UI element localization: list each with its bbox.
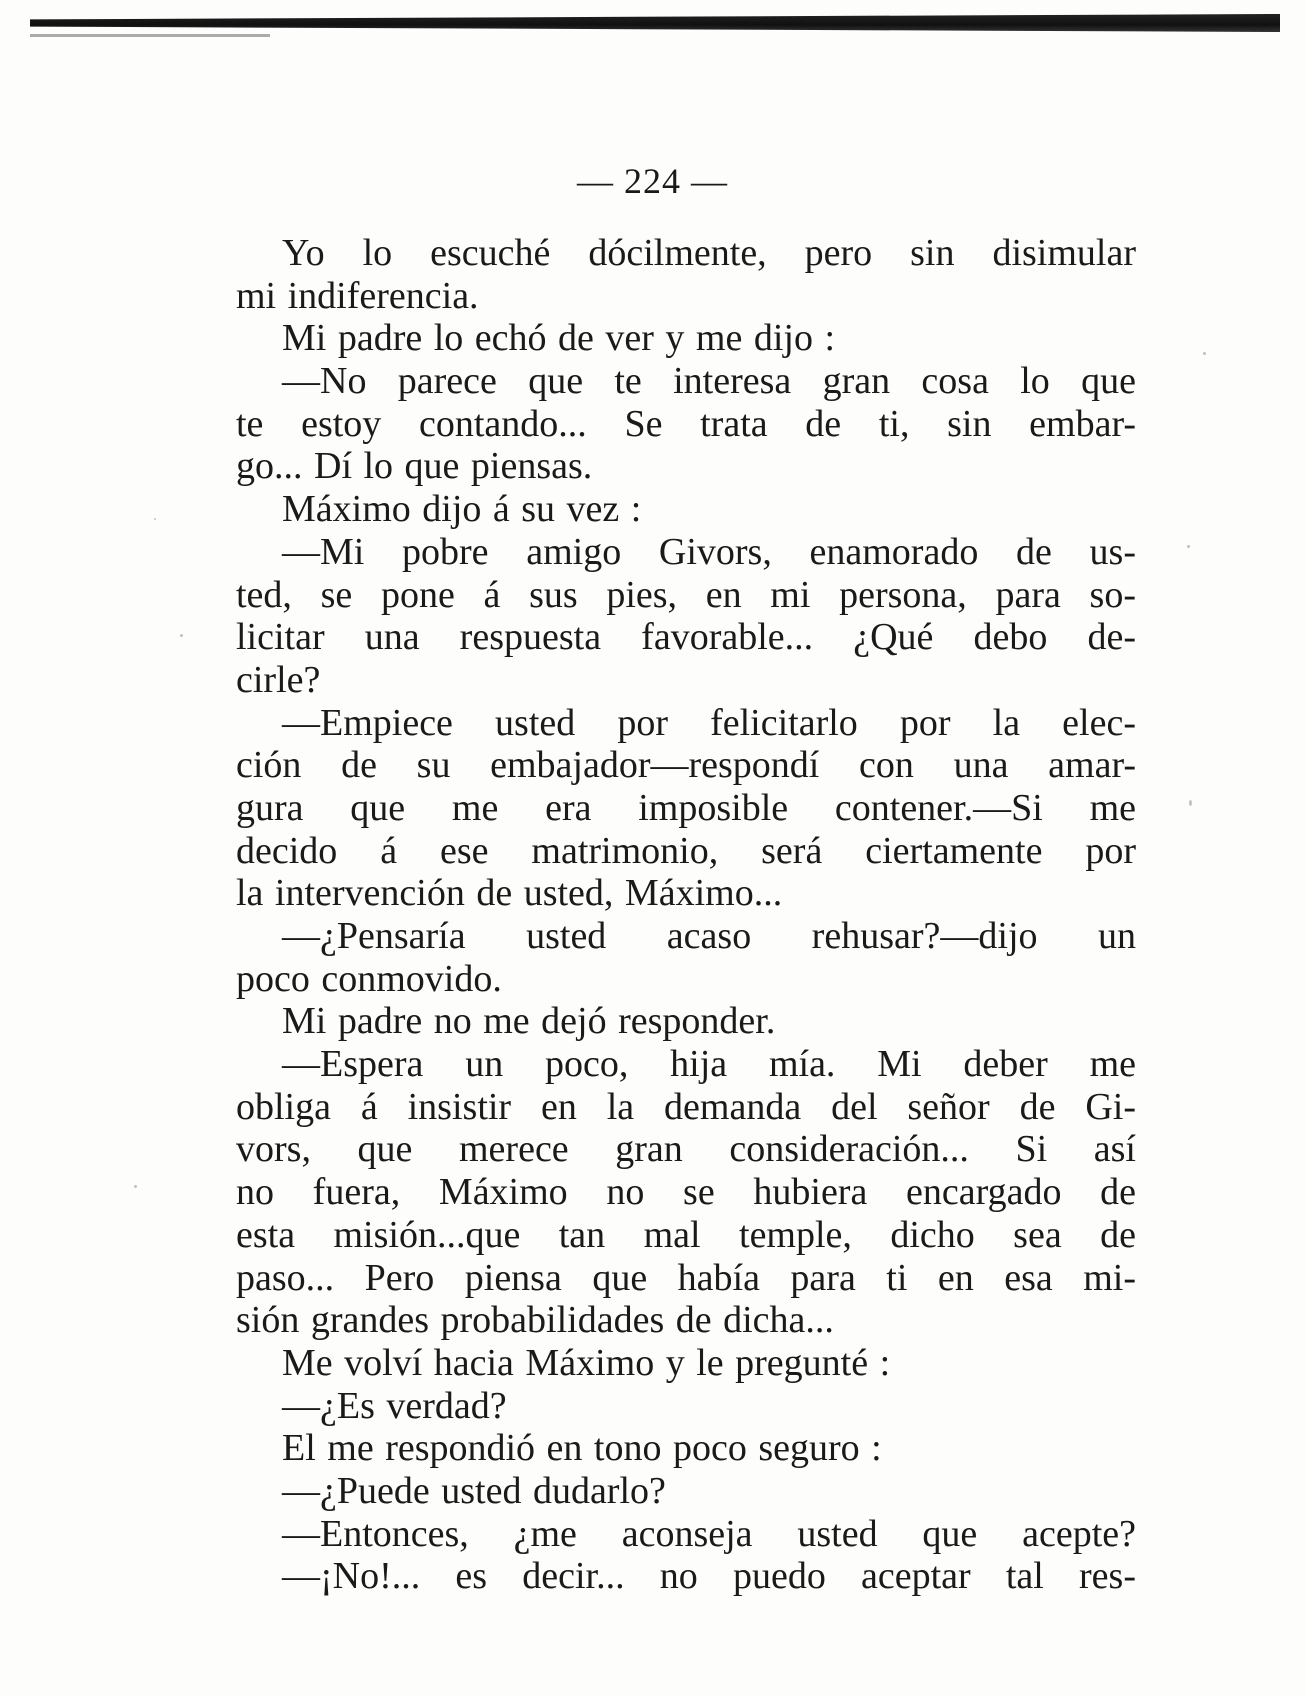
text-line: obliga á insistir en la demanda del señor de Gi- <box>236 1085 1136 1128</box>
text-line: —¡No!... es decir... no puedo aceptar tal res- <box>282 1555 1136 1598</box>
top-rule <box>30 14 1280 32</box>
text-line: —Espera un poco, hija mía. Mi deber me <box>282 1043 1136 1086</box>
text-line: Máximo dijo á su vez : <box>282 488 642 531</box>
text-line: decido á ese matrimonio, será ciertamente por <box>236 829 1136 872</box>
text-line: Mi padre no me dejó responder. <box>282 1000 776 1043</box>
text-line: —Empiece usted por felicitarlo por la elec- <box>282 701 1136 744</box>
paper-speck <box>1189 800 1192 806</box>
text-line: Yo lo escuché dócilmente, pero sin disimular <box>282 232 1136 274</box>
text-line: go... Dí lo que piensas. <box>236 445 593 488</box>
text-line: licitar una respuesta favorable... ¿Qué debo de- <box>236 616 1136 659</box>
page-number: — 224 — <box>577 161 728 201</box>
paper-speck <box>1203 352 1206 355</box>
text-line: —¿Pensaría usted acaso rehusar?—dijo un <box>282 915 1136 957</box>
text-line: cirle? <box>236 658 321 701</box>
text-line: —Entonces, ¿me aconseja usted que acepte? <box>282 1512 1136 1555</box>
text-line: poco conmovido. <box>236 957 502 1000</box>
text-line: mi indiferencia. <box>236 274 479 317</box>
text-line: —¿Puede usted dudarlo? <box>282 1469 666 1512</box>
paper-speck <box>154 518 156 520</box>
text-line: —Mi pobre amigo Givors, enamorado de us- <box>282 530 1136 573</box>
text-line: Mi padre lo echó de ver y me dijo : <box>282 317 836 360</box>
body-text <box>236 232 1136 1598</box>
text-line: paso... Pero piensa que había para ti en esa mi- <box>236 1256 1136 1299</box>
text-line: la intervención de usted, Máximo... <box>236 872 783 915</box>
text-line: —No parece que te interesa gran cosa lo que <box>282 360 1136 403</box>
text-line: esta misión...que tan mal temple, dicho sea de <box>236 1213 1136 1256</box>
text-line: vors, que merece gran consideración... Si así <box>236 1128 1136 1171</box>
text-line: sión grandes probabilidades de dicha... <box>236 1299 834 1342</box>
text-line: te estoy contando... Se trata de ti, sin embar- <box>236 402 1136 445</box>
text-line: —¿Es verdad? <box>282 1384 507 1427</box>
text-line: gura que me era imposible contener.—Si me <box>236 786 1136 829</box>
paper-speck <box>134 1185 137 1188</box>
text-line: ción de su embajador—respondí con una amar- <box>236 744 1136 787</box>
top-rule-shadow <box>30 34 270 37</box>
text-line: no fuera, Máximo no se hubiera encargado de <box>236 1171 1136 1214</box>
text-line: El me respondió en tono poco seguro : <box>282 1427 882 1470</box>
text-line: Me volví hacia Máximo y le pregunté : <box>282 1341 891 1384</box>
paper-speck <box>1187 545 1190 548</box>
text-line: ted, se pone á sus pies, en mi persona, para so- <box>236 573 1136 616</box>
paper-speck <box>180 634 183 637</box>
